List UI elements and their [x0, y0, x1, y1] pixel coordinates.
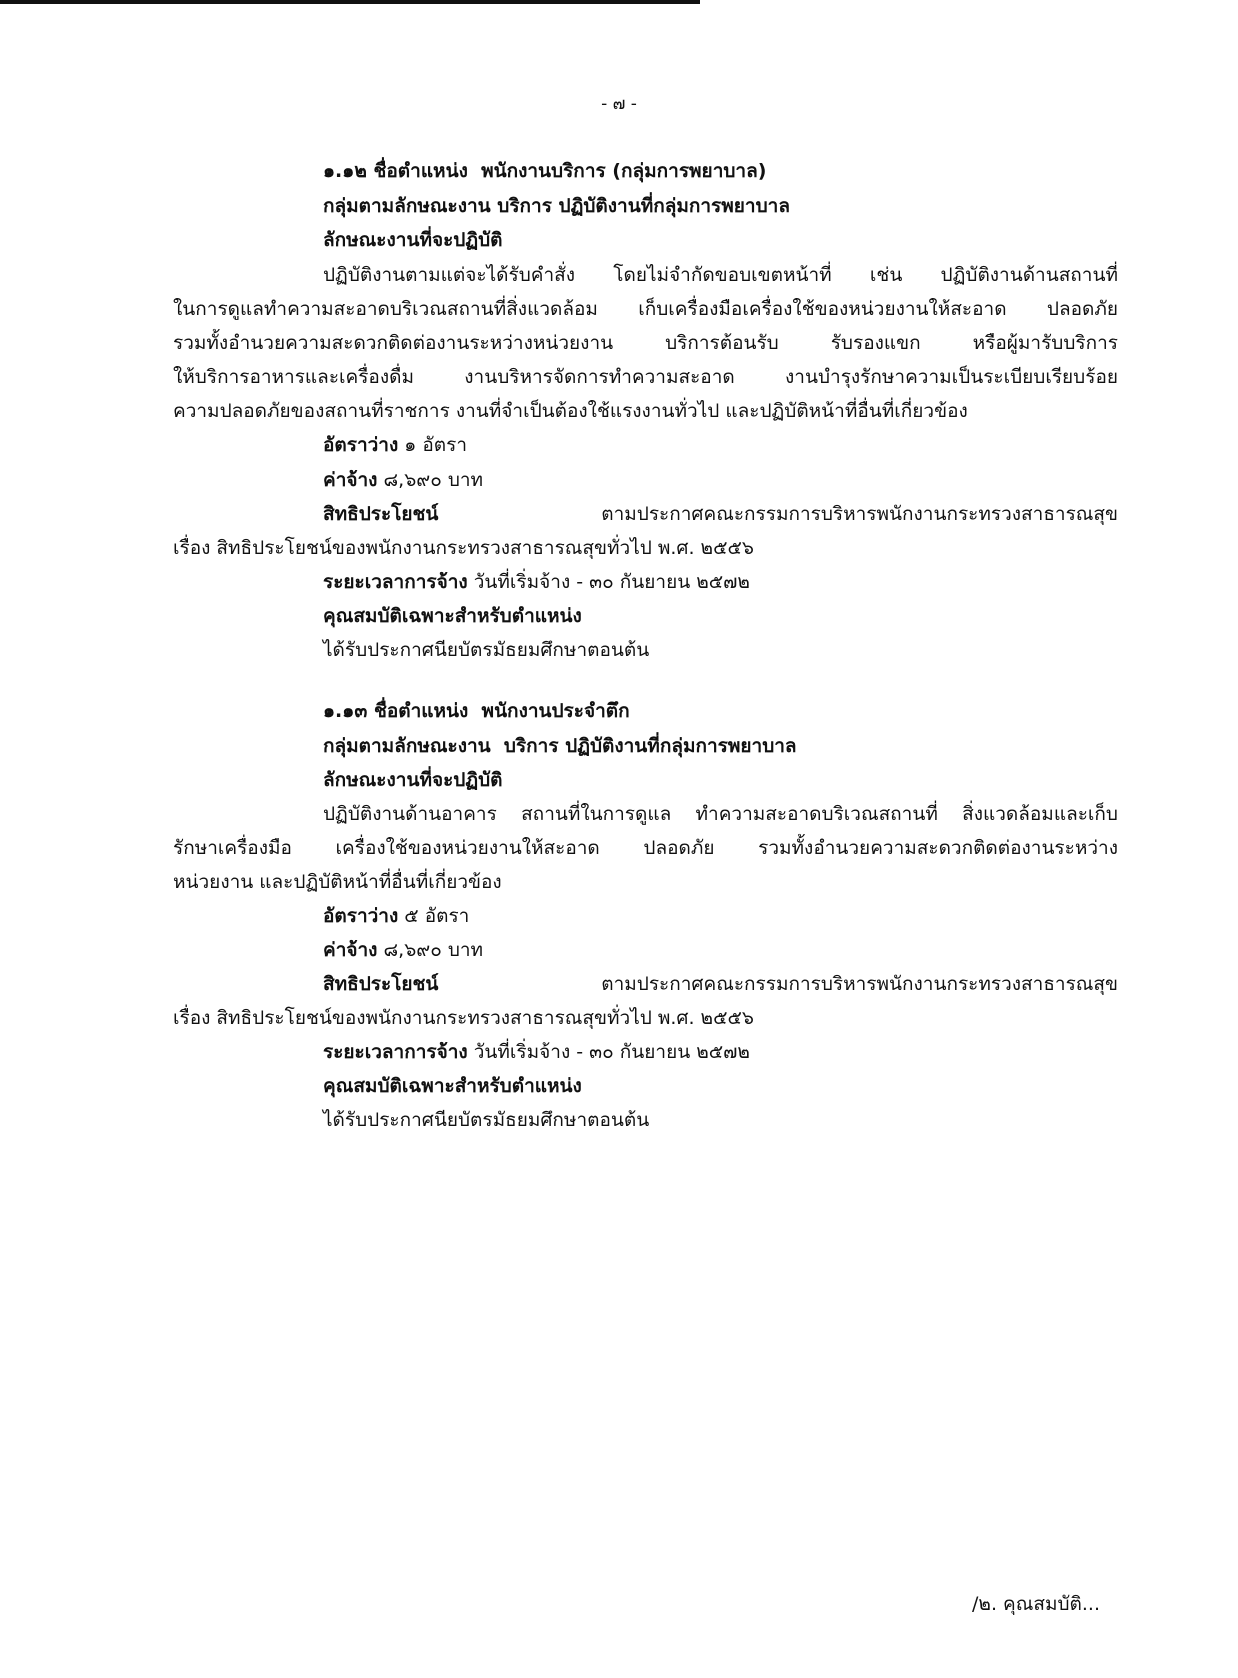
duty-heading: ลักษณะงานที่จะปฏิบัติ: [323, 769, 503, 791]
wage-row: [323, 936, 483, 964]
position-name: พนักงานประจำตึก: [481, 700, 630, 722]
wage-value: ๘,๖๙๐ บาท: [383, 469, 484, 491]
duty-heading: ลักษณะงานที่จะปฏิบัติ: [323, 229, 503, 251]
job-group: [323, 732, 797, 760]
benefit-continuation: เรื่อง สิทธิประโยชน์ของพนักงานกระทรวงสาธารณสุขทั่วไป พ.ศ. ๒๕๕๖: [173, 1007, 754, 1029]
job-group-label: กลุ่มตามลักษณะงาน: [323, 195, 491, 217]
benefit-row: [323, 500, 1118, 528]
employment-period-row: [323, 568, 750, 596]
duty-line: ปฏิบัติงานด้านอาคาร สถานที่ในการดูแล ทำความสะอาดบริเวณสถานที่ สิ่งแวดล้อมและเก็บ: [323, 803, 1118, 825]
benefit-row: [323, 970, 1118, 998]
position-heading: [323, 157, 766, 185]
benefit-label: สิทธิประโยชน์: [323, 973, 439, 995]
employment-period-label: ระยะเวลาการจ้าง: [323, 571, 468, 593]
job-group-value: บริการ ปฏิบัติงานที่กลุ่มการพยาบาล: [497, 195, 790, 217]
vacancy-label: อัตราว่าง: [323, 434, 399, 456]
position-name: พนักงานบริการ (กลุ่มการพยาบาล): [481, 160, 767, 182]
vacancy-row: [323, 902, 469, 930]
vacancy-row: [323, 431, 467, 459]
heading-number: ๑.๑๒: [323, 160, 367, 182]
wage-row: [323, 466, 483, 494]
heading-label: ชื่อตำแหน่ง: [373, 700, 469, 722]
duty-line: รวมทั้งอำนวยความสะดวกติดต่องานระหว่างหน่วยงาน บริการต้อนรับ รับรองแขก หรือผู้มารับบริการ: [173, 332, 1118, 354]
job-group: [323, 192, 790, 220]
vacancy-value: ๑ อัตรา: [404, 434, 468, 456]
duty-line: รักษาเครื่องมือ เครื่องใช้ของหน่วยงานให้สะอาด ปลอดภัย รวมทั้งอำนวยความสะดวกติดต่องานระหว่าง: [173, 837, 1118, 859]
employment-period-value: วันที่เริ่มจ้าง - ๓๐ กันยายน ๒๕๗๒: [473, 571, 750, 593]
duty-line: หน่วยงาน และปฏิบัติหน้าที่อื่นที่เกี่ยวข้อง: [173, 871, 502, 893]
employment-period-row: [323, 1038, 750, 1066]
duty-line: ในการดูแลทำความสะอาดบริเวณสถานที่สิ่งแวดล้อม เก็บเครื่องมือเครื่องใช้ของหน่วยงานให้สะอาด ปลอดภัย: [173, 298, 1118, 320]
heading-label: ชื่อตำแหน่ง: [373, 160, 468, 182]
benefit-text: ตามประกาศคณะกรรมการบริหารพนักงานกระทรวงสาธารณสุข: [601, 973, 1118, 995]
continuation-note: /๒. คุณสมบัติ...: [972, 1593, 1100, 1615]
heading-number: ๑.๑๓: [323, 700, 368, 722]
position-heading: [323, 697, 630, 725]
page-number: - ๗ -: [601, 94, 637, 114]
employment-period-label: ระยะเวลาการจ้าง: [323, 1041, 468, 1063]
duty-line: ให้บริการอาหารและเครื่องดื่ม งานบริหารจัดการทำความสะอาด งานบำรุงรักษาความเป็นระเบียบเรียบร้อย: [173, 366, 1118, 388]
benefit-continuation: เรื่อง สิทธิประโยชน์ของพนักงานกระทรวงสาธารณสุขทั่วไป พ.ศ. ๒๕๕๖: [173, 537, 754, 559]
duty-line: ปฏิบัติงานตามแต่จะได้รับคำสั่ง โดยไม่จำกัดขอบเขตหน้าที่ เช่น ปฏิบัติงานด้านสถานที่: [323, 264, 1118, 286]
scan-edge-bar: [0, 0, 700, 4]
benefit-label: สิทธิประโยชน์: [323, 503, 439, 525]
wage-label: ค่าจ้าง: [323, 939, 378, 961]
qualification-text: ได้รับประกาศนียบัตรมัธยมศึกษาตอนต้น: [323, 639, 650, 661]
benefit-text: ตามประกาศคณะกรรมการบริหารพนักงานกระทรวงสาธารณสุข: [601, 503, 1118, 525]
vacancy-value: ๕ อัตรา: [404, 905, 470, 927]
qualification-text: ได้รับประกาศนียบัตรมัธยมศึกษาตอนต้น: [323, 1109, 650, 1131]
job-group-value: บริการ ปฏิบัติงานที่กลุ่มการพยาบาล: [503, 735, 797, 757]
wage-label: ค่าจ้าง: [323, 469, 378, 491]
qualification-heading: คุณสมบัติเฉพาะสำหรับตำแหน่ง: [323, 605, 582, 627]
wage-value: ๘,๖๙๐ บาท: [383, 939, 484, 961]
duty-line: ความปลอดภัยของสถานที่ราชการ งานที่จำเป็นต้องใช้แรงงานทั่วไป และปฏิบัติหน้าที่อื่นที่เกี่ยวข้อง: [173, 400, 968, 422]
job-group-label: กลุ่มตามลักษณะงาน: [323, 735, 491, 757]
qualification-heading: คุณสมบัติเฉพาะสำหรับตำแหน่ง: [323, 1075, 582, 1097]
vacancy-label: อัตราว่าง: [323, 905, 399, 927]
employment-period-value: วันที่เริ่มจ้าง - ๓๐ กันยายน ๒๕๗๒: [473, 1041, 750, 1063]
